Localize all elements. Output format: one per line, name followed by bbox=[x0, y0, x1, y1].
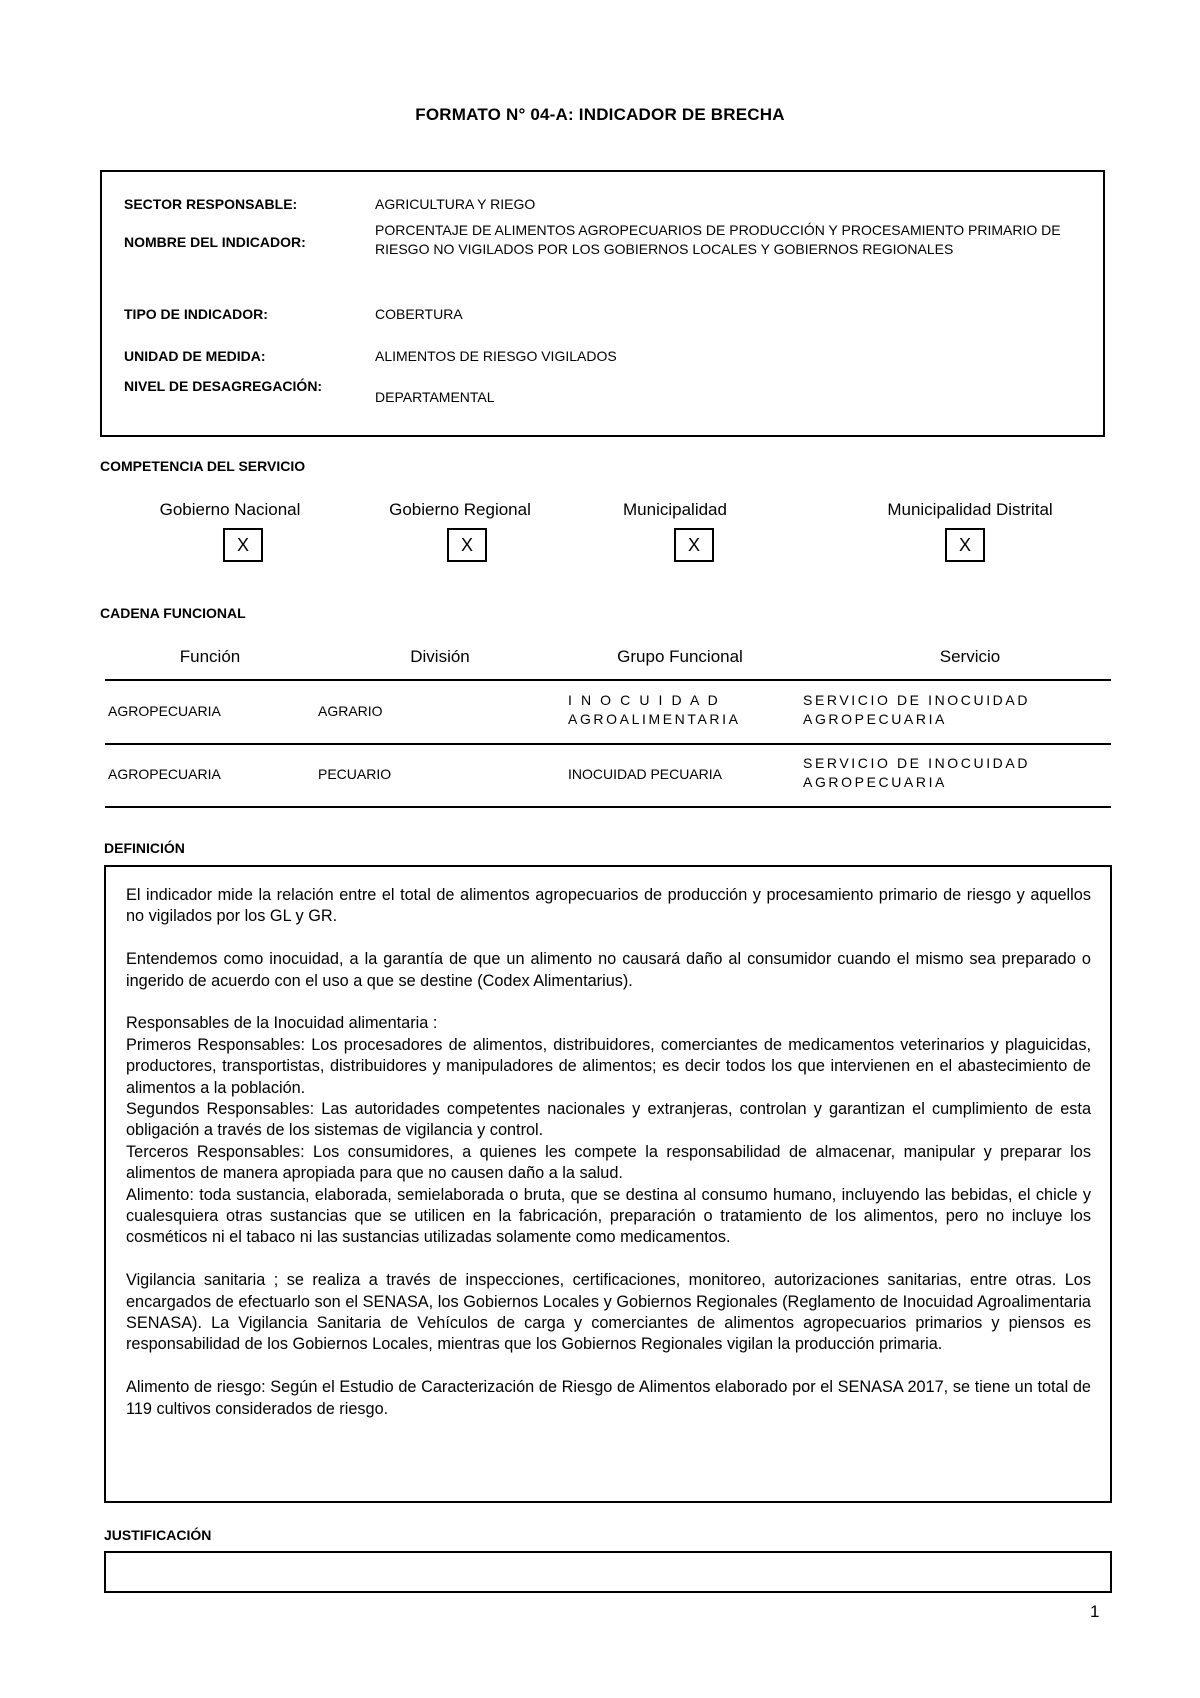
table-rule bbox=[105, 679, 1111, 681]
table-cell-funcion: AGROPECUARIA bbox=[108, 703, 221, 719]
column-header-servicio: Servicio bbox=[939, 647, 1001, 666]
table-cell-servicio: SERVICIO DE INOCUIDAD AGROPECUARIA bbox=[803, 755, 1031, 790]
definicion-heading: DEFINICIÓN bbox=[104, 840, 185, 856]
definicion-paragraph: El indicador mide la relación entre el total de alimentos agropecuarios de producción y procesamiento primario de riesgo y aquellos no vigilados por los GL y GR. bbox=[126, 886, 1091, 926]
tipo-value: COBERTURA bbox=[375, 306, 463, 322]
definicion-paragraph: Alimento: toda sustancia, elaborada, semielaborada o bruta, que se destina al consumo humano, incluyendo las bebidas, el chicle y cualesquiera otras sustancias que se utilicen en la fabricación, preparación o tratamiento de los alimentos, pero no incluye los cosméticos ni el tabaco ni las sustancias utilizadas solamente como medicamentos. bbox=[126, 1185, 1091, 1247]
definicion-paragraph: Alimento de riesgo: Según el Estudio de Caracterización de Riesgo de Alimentos elaborado por el SENASA 2017, se tiene un total de 119 cultivos considerados de riesgo. bbox=[126, 1378, 1091, 1418]
checkbox-gobierno-regional[interactable]: X bbox=[447, 528, 487, 562]
definicion-paragraph: Primeros Responsables: Los procesadores de alimentos, distribuidores, comerciantes de medicamentos veterinarios y plaguicidas, productores, transportistas, distribuidores y manipuladores de alimentos; es decir todos los que intervienen en el abastecimiento de alimentos a la población. bbox=[126, 1035, 1091, 1097]
checkbox-municipalidad-distrital[interactable]: X bbox=[945, 528, 985, 562]
table-cell-division: AGRARIO bbox=[318, 703, 383, 719]
tipo-label: TIPO DE INDICADOR: bbox=[124, 306, 268, 322]
cadena-heading: CADENA FUNCIONAL bbox=[100, 605, 246, 621]
competencia-label-gobierno-nacional: Gobierno Nacional bbox=[159, 500, 301, 519]
definicion-text bbox=[126, 885, 1091, 1441]
competencia-label-gobierno-regional: Gobierno Regional bbox=[389, 500, 531, 519]
competencia-heading: COMPETENCIA DEL SERVICIO bbox=[100, 458, 306, 474]
definicion-paragraph: Entendemos como inocuidad, a la garantía de que un alimento no causará daño al consumidor cuando el mismo sea preparado o ingerido de acuerdo con el uso a que se destine (Codex Alimentarius). bbox=[126, 950, 1091, 990]
table-rule bbox=[105, 743, 1111, 745]
table-cell-grupo: I N O C U I D A D AGROALIMENTARIA bbox=[568, 692, 741, 727]
sector-value: AGRICULTURA Y RIEGO bbox=[375, 196, 536, 212]
justificacion-box bbox=[104, 1551, 1112, 1593]
column-header-grupo-funcional: Grupo Funcional bbox=[617, 647, 743, 666]
column-header-funcion: Función bbox=[179, 647, 241, 666]
competencia-label-municipalidad-distrital: Municipalidad Distrital bbox=[887, 500, 1053, 519]
checkbox-municipalidad[interactable]: X bbox=[674, 528, 714, 562]
definicion-paragraph: Responsables de la Inocuidad alimentaria : bbox=[126, 1014, 438, 1033]
definicion-paragraph: Segundos Responsables: Las autoridades competentes nacionales y extranjeras, controlan y garantizan el cumplimiento de esta obligación a través de los sistemas de vigilancia y control. bbox=[126, 1100, 1091, 1140]
sector-label: SECTOR RESPONSABLE: bbox=[124, 196, 298, 212]
competencia-label-municipalidad: Municipalidad bbox=[623, 500, 727, 519]
nombre-label: NOMBRE DEL INDICADOR: bbox=[124, 234, 306, 250]
nombre-value: PORCENTAJE DE ALIMENTOS AGROPECUARIOS DE PRODUCCIÓN Y PROCESAMIENTO PRIMARIO DE RIESGO NO VIGILADOS POR LOS GOBIERNOS LOCALES Y GOBIERNOS REGIONALES bbox=[375, 222, 1061, 257]
justificacion-heading: JUSTIFICACIÓN bbox=[104, 1527, 212, 1543]
table-cell-division: PECUARIO bbox=[318, 766, 392, 782]
column-header-division: División bbox=[410, 647, 470, 666]
table-cell-funcion: AGROPECUARIA bbox=[108, 766, 221, 782]
unidad-label: UNIDAD DE MEDIDA: bbox=[124, 348, 266, 364]
table-rule bbox=[105, 806, 1111, 808]
definicion-paragraph: Terceros Responsables: Los consumidores, a quienes les compete la responsabilidad de almacenar, manipular y preparar los alimentos de manera apropiada para que no causen daño a la salud. bbox=[126, 1142, 1091, 1183]
definicion-paragraph: Vigilancia sanitaria ; se realiza a través de inspecciones, certificaciones, monitoreo, autorizaciones sanitarias, entre otras. Los encargados de efectuarlo son el SENASA, los Gobiernos Locales y Gobiernos Regionales (Reglamento de Inocuidad Agroalimentaria SENASA). La Vigilancia Sanitaria de Vehículos de carga y comerciantes de alimentos agropecuarios primarios y piensos es responsabilidad de los Gobiernos Locales, mientras que los Gobiernos Regionales vigilan la producción primaria. bbox=[126, 1271, 1091, 1354]
table-cell-servicio: SERVICIO DE INOCUIDAD AGROPECUARIA bbox=[803, 692, 1031, 727]
table-cell-grupo: INOCUIDAD PECUARIA bbox=[568, 766, 723, 782]
document-title: FORMATO N° 04-A: INDICADOR DE BRECHA bbox=[415, 105, 785, 124]
nivel-label: NIVEL DE DESAGREGACIÓN: bbox=[124, 378, 323, 394]
checkbox-gobierno-nacional[interactable]: X bbox=[223, 528, 263, 562]
unidad-value: ALIMENTOS DE RIESGO VIGILADOS bbox=[375, 348, 617, 364]
nivel-value: DEPARTAMENTAL bbox=[375, 389, 495, 405]
page-number: 1 bbox=[1090, 1602, 1100, 1621]
